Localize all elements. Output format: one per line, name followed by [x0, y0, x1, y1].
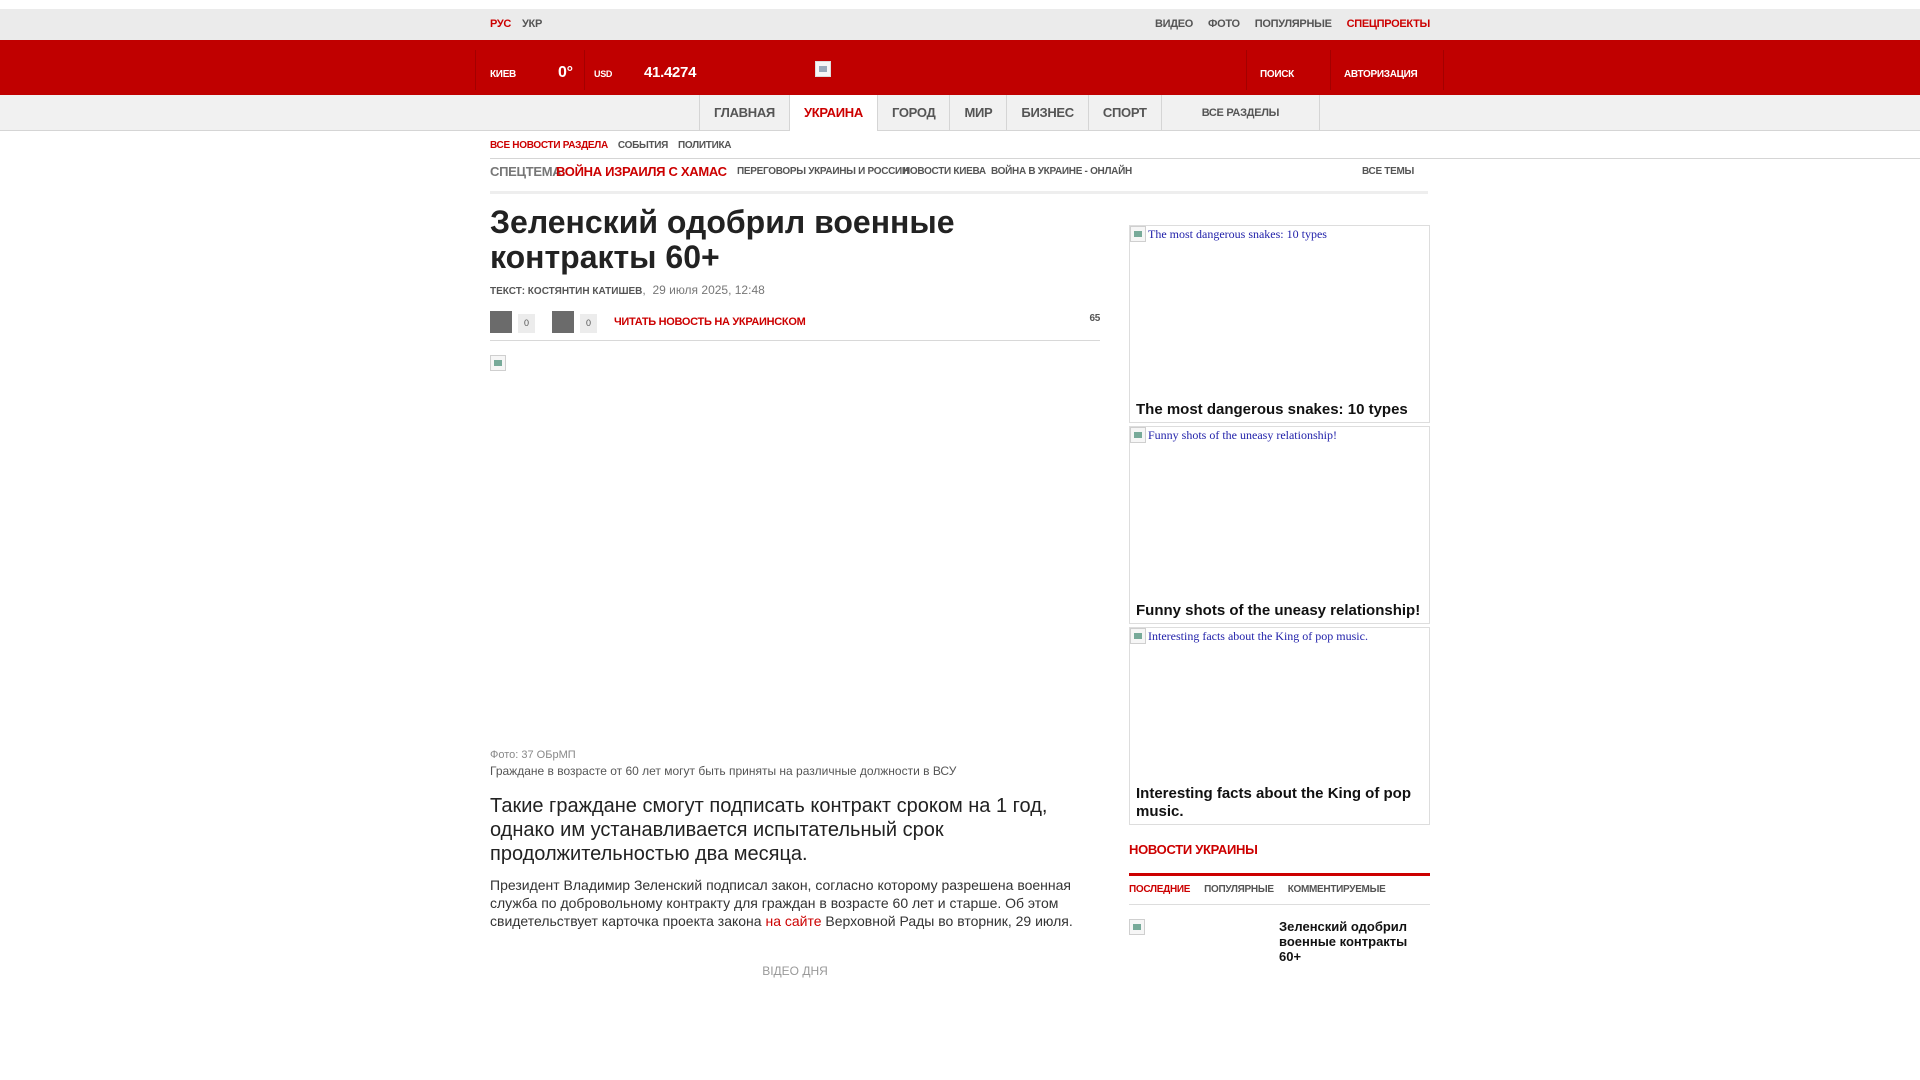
promo-title[interactable]: The most dangerous snakes: 10 types — [1136, 401, 1408, 418]
special-projects-link[interactable]: СПЕЦПРОЕКТЫ — [1346, 18, 1430, 30]
divider — [475, 50, 476, 90]
topic-main-link[interactable]: ВОЙНА ИЗРАИЛЯ С ХАМАС — [556, 164, 727, 179]
broken-image-icon — [1130, 226, 1146, 242]
promo-image[interactable] — [1130, 226, 1327, 242]
promo-image-alt: The most dangerous snakes: 10 types — [1148, 226, 1327, 241]
divider — [584, 50, 585, 90]
topic-link[interactable]: ПЕРЕГОВОРЫ УКРАИНЫ И РОССИИ — [737, 166, 909, 177]
facebook-share-icon[interactable] — [490, 311, 512, 333]
article-author[interactable]: ТЕКСТ: КОСТЯНТИН КАТИШЕВ — [490, 286, 643, 297]
main-nav — [0, 95, 1920, 131]
temperature: 0° — [558, 64, 573, 81]
promo-image[interactable] — [1130, 628, 1368, 644]
section-subnav — [490, 132, 1920, 159]
promo-title[interactable]: Funny shots of the uneasy relationship! — [1136, 602, 1421, 619]
broken-image-icon — [490, 355, 506, 371]
divider — [1443, 50, 1444, 90]
currency-label: USD — [594, 69, 613, 79]
top-links — [1155, 18, 1430, 30]
video-of-day-label: ВІДЕО ДНЯ — [762, 964, 828, 978]
nav-item-city[interactable]: ГОРОД — [877, 95, 950, 131]
nav-item-home[interactable]: ГЛАВНАЯ — [699, 95, 789, 131]
video-link[interactable]: ВИДЕО — [1154, 18, 1194, 30]
promo-card[interactable] — [1129, 426, 1430, 624]
article-title: Зеленский одобрил военные контракты 60+ — [490, 204, 955, 275]
promo-card[interactable] — [1129, 627, 1430, 825]
broken-image-icon — [1130, 628, 1146, 644]
sidebar — [1129, 225, 1430, 969]
topics-bar — [490, 160, 1428, 194]
currency-rate: 41.4274 — [644, 64, 697, 81]
topic-link[interactable]: ВОЙНА В УКРАИНЕ - ОНЛАЙН — [991, 166, 1132, 177]
news-section-header[interactable]: НОВОСТИ УКРАИНЫ — [1129, 842, 1430, 876]
body-text: Президент Владимир Зеленский подписал закон, согласно которому разрешена военная служба по добровольному контракту для граждан в возрасте 60 лет и старше. Об этом свидетельствует карточка проекта закона — [490, 877, 1071, 929]
promo-card[interactable] — [1129, 225, 1430, 423]
promo-title[interactable]: Interesting facts about the King of pop music. — [1136, 785, 1411, 820]
nav-item-business[interactable]: БИЗНЕС — [1006, 95, 1087, 131]
article-photo — [490, 355, 1100, 749]
divider — [1246, 50, 1247, 90]
news-list-item[interactable] — [1129, 919, 1430, 969]
top-bar — [0, 9, 1920, 40]
city-label: КИЕВ — [490, 69, 516, 80]
tab-latest[interactable]: ПОСЛЕДНИЕ — [1129, 884, 1191, 895]
share-count: 0 — [518, 314, 535, 333]
nav-item-all-sections[interactable]: ВСЕ РАЗДЕЛЫ — [1161, 95, 1320, 131]
article-lead: Такие граждане смогут подписать контракт сроком на 1 год, однако им устанавливается испытательный срок продолжительностью два месяца. — [490, 795, 1048, 865]
tab-commented[interactable]: КОММЕНТИРУЕМЫЕ — [1287, 884, 1386, 895]
nav-item-ukraine[interactable]: УКРАИНА — [789, 95, 877, 131]
news-item-title[interactable]: Зеленский одобрил военные контракты 60+ — [1279, 919, 1408, 964]
divider — [1330, 50, 1331, 90]
broken-image-icon — [1129, 919, 1145, 935]
photo-credit: Фото: 37 ОБрМП — [490, 749, 576, 761]
lang-uk-link[interactable]: УКР — [522, 18, 542, 30]
article-date: 29 июля 2025, 12:48 — [652, 283, 765, 297]
lang-ru-link[interactable]: РУС — [490, 18, 512, 30]
all-topics-link[interactable]: ВСЕ ТЕМЫ — [1362, 166, 1415, 177]
photo-link[interactable]: ФОТО — [1208, 18, 1240, 30]
article-body — [490, 876, 1100, 930]
telegram-share-icon[interactable] — [552, 311, 574, 333]
rada-site-link[interactable]: на сайте — [765, 913, 822, 929]
subnav-item-politics[interactable]: ПОЛИТИКА — [678, 139, 732, 151]
subnav-item-all-news[interactable]: ВСЕ НОВОСТИ РАЗДЕЛА — [490, 139, 608, 151]
byline-separator: , — [642, 283, 653, 297]
article-toolbar — [490, 311, 1100, 341]
subnav-item-events[interactable]: СОБЫТИЯ — [617, 139, 669, 151]
tab-popular[interactable]: ПОПУЛЯРНЫЕ — [1204, 884, 1274, 895]
byline — [490, 283, 1100, 297]
promo-image-alt: Funny shots of the uneasy relationship! — [1148, 427, 1337, 442]
article — [490, 205, 1100, 978]
views-count: 65 — [1089, 313, 1100, 324]
popular-link[interactable]: ПОПУЛЯРНЫЕ — [1254, 18, 1332, 30]
promo-image-alt: Interesting facts about the King of pop music. — [1148, 628, 1368, 643]
search-button[interactable]: ПОИСК — [1260, 69, 1294, 80]
login-button[interactable]: АВТОРИЗАЦИЯ — [1344, 69, 1418, 80]
broken-image-icon — [1130, 427, 1146, 443]
nav-item-world[interactable]: МИР — [949, 95, 1006, 131]
read-in-ukrainian-link[interactable]: ЧИТАТЬ НОВОСТЬ НА УКРАИНСКОМ — [614, 316, 806, 328]
site-logo[interactable] — [815, 61, 831, 77]
news-tabs — [1129, 884, 1430, 905]
topic-label: СПЕЦТЕМА: — [490, 164, 566, 179]
topic-link[interactable]: НОВОСТИ КИЕВА — [903, 166, 986, 177]
header-bar — [0, 40, 1920, 95]
photo-caption: Граждане в возрасте от 60 лет могут быть приняты на различные должности в ВСУ — [490, 764, 957, 778]
promo-image[interactable] — [1130, 427, 1337, 443]
body-text: Верховной Рады во вторник, 29 июля. — [821, 913, 1073, 929]
nav-item-sport[interactable]: СПОРТ — [1088, 95, 1161, 131]
share-count: 0 — [580, 314, 597, 333]
